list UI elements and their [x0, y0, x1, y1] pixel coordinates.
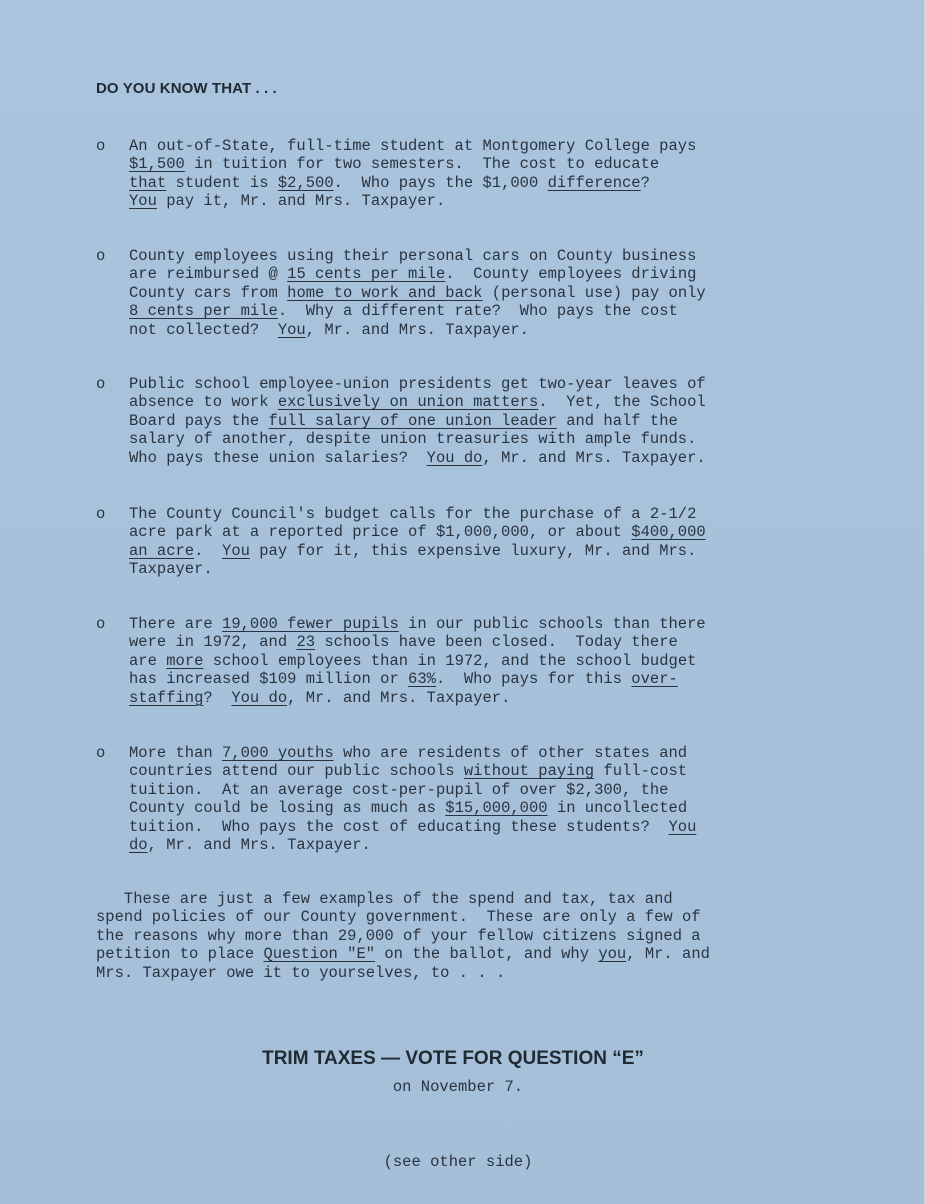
text-run: salary of another, despite union treasuries with ample funds. — [129, 430, 697, 449]
bullet-marker: o — [96, 505, 106, 523]
text-run: tuition. At an average cost-per-pupil of over $2,300, the — [129, 780, 669, 799]
text-line — [129, 744, 696, 762]
fact-text — [129, 615, 706, 707]
text-run: school employees than in 1972, and the school budget — [203, 651, 697, 670]
date-line: on November 7. — [392, 1078, 524, 1096]
text-line — [96, 945, 710, 963]
slogan: TRIM TAXES — VOTE FOR QUESTION “E” — [262, 1048, 644, 1069]
text-line — [129, 633, 706, 651]
text-run: tuition. Who pays the cost of educating these students? — [129, 817, 669, 836]
text-line — [129, 412, 706, 430]
text-line — [96, 964, 710, 982]
text-run: Mrs. Taxpayer owe it to yourselves, to . . . — [96, 963, 506, 982]
underlined-text: 15 cents per mile — [287, 265, 446, 284]
text-line — [129, 393, 706, 411]
underlined-text: difference — [547, 173, 641, 192]
text-run: County could be losing as much as — [129, 799, 446, 818]
underlined-text: $2,500 — [277, 173, 334, 192]
underlined-text: Question "E" — [263, 945, 376, 964]
text-run: has increased $109 million or — [129, 670, 409, 689]
underlined-text: an acre — [129, 541, 195, 560]
text-line — [96, 908, 710, 926]
underlined-text: do — [129, 836, 148, 855]
see-other-side: (see other side) — [383, 1153, 533, 1171]
text-run: . Who pays the $1,000 — [333, 173, 548, 192]
text-run: acre park at a reported price of $1,000,000, or about — [129, 523, 632, 542]
text-run: full-cost — [594, 762, 688, 781]
bullet-marker: o — [96, 247, 106, 265]
text-line — [129, 781, 696, 799]
text-run: countries attend our public schools — [129, 762, 464, 781]
text-run: An out-of-State, full-time student at Montgomery College pays — [129, 137, 697, 155]
text-line — [129, 375, 706, 393]
text-run: ? — [640, 173, 650, 192]
text-run: Public school employee-union presidents get two-year leaves of — [129, 375, 706, 393]
text-run: (personal use) pay only — [482, 283, 706, 302]
text-line — [129, 615, 706, 633]
text-line — [129, 523, 706, 541]
fact-text — [129, 744, 696, 854]
text-run: are — [129, 651, 167, 670]
underlined-text: You — [277, 320, 306, 339]
text-line — [129, 652, 706, 670]
underlined-text: staffing — [129, 688, 204, 707]
underlined-text: You do — [426, 448, 483, 467]
text-line — [129, 174, 696, 192]
text-run: The County Council's budget calls for the purchase of a 2-1/2 — [129, 505, 697, 523]
text-run: and half the — [556, 411, 678, 430]
underlined-text: 7,000 youths — [222, 744, 334, 762]
text-run: . Why a different rate? Who pays the cost — [277, 302, 678, 321]
text-run: the reasons why more than 29,000 of your fellow citizens signed a — [96, 926, 701, 945]
underlined-text: You do — [231, 688, 288, 707]
text-run: schools have been closed. Today there — [315, 633, 678, 652]
fact-text — [129, 375, 706, 467]
bullet-marker: o — [96, 137, 106, 155]
text-run: who are residents of other states and — [333, 744, 688, 762]
bullet-marker: o — [96, 375, 106, 393]
underlined-text: You — [129, 192, 157, 211]
text-line — [129, 505, 706, 523]
text-run: student is — [166, 173, 278, 192]
text-line — [129, 192, 696, 210]
heading: DO YOU KNOW THAT . . . — [96, 80, 277, 97]
underlined-text: $1,500 — [129, 155, 185, 174]
closing-paragraph — [96, 890, 710, 982]
text-line — [129, 155, 696, 173]
underlined-text: $15,000,000 — [445, 799, 548, 818]
text-line — [129, 321, 706, 339]
underlined-text: that — [129, 173, 167, 192]
text-run: County employees using their personal cars on County business — [129, 247, 697, 265]
text-run: County cars from — [129, 283, 288, 302]
underlined-text: over- — [631, 670, 678, 689]
fact-text — [129, 137, 696, 211]
text-line — [129, 542, 706, 560]
text-run: petition to place — [96, 945, 264, 964]
underlined-text: You — [668, 817, 697, 836]
text-run: Who pays these union salaries? — [129, 448, 427, 467]
underlined-text: 8 cents per mile — [129, 302, 278, 321]
text-run: , Mr. and Mrs. Taxpayer. — [305, 320, 529, 339]
text-line — [129, 670, 706, 688]
text-line — [129, 430, 706, 448]
text-line — [129, 265, 706, 283]
text-run: , Mr. and — [626, 945, 710, 964]
text-run: were in 1972, and — [129, 633, 297, 652]
underlined-text: home to work and back — [287, 283, 483, 302]
underlined-text: exclusively on union matters — [277, 393, 539, 412]
text-run: in uncollected — [547, 799, 688, 818]
bullet-marker: o — [96, 744, 106, 762]
bullet-marker: o — [96, 615, 106, 633]
text-run: on the ballot, and why — [375, 945, 599, 964]
text-run: , Mr. and Mrs. Taxpayer. — [147, 836, 371, 855]
text-run: These are just a few examples of the spend and tax, tax and — [96, 890, 673, 908]
text-run: in tuition for two semesters. The cost to educate — [184, 155, 660, 174]
underlined-text: 63% — [408, 670, 436, 689]
text-run: There are — [129, 615, 223, 633]
fact-text — [129, 247, 706, 339]
text-line — [129, 302, 706, 320]
text-run: . — [194, 541, 223, 560]
text-run: , Mr. and Mrs. Taxpayer. — [287, 688, 511, 707]
text-run: are reimbursed @ — [129, 265, 288, 284]
text-line — [129, 762, 696, 780]
underlined-text: 23 — [296, 633, 316, 652]
text-run: not collected? — [129, 320, 278, 339]
text-run: , Mr. and Mrs. Taxpayer. — [482, 448, 706, 467]
text-line — [96, 927, 710, 945]
text-run: Board pays the — [129, 411, 269, 430]
text-line — [129, 137, 696, 155]
text-line — [129, 689, 706, 707]
text-run: . County employees driving — [445, 265, 697, 284]
underlined-text: You — [222, 541, 250, 560]
text-run: ? — [203, 688, 232, 707]
text-run: Taxpayer. — [129, 560, 213, 579]
underlined-text: 19,000 fewer pupils — [222, 615, 399, 633]
underlined-text: more — [166, 651, 204, 670]
underlined-text: full salary of one union leader — [268, 411, 557, 430]
fact-text — [129, 505, 706, 579]
underlined-text: $400,000 — [631, 523, 706, 542]
text-run: absence to work — [129, 393, 278, 412]
text-run: pay for it, this expensive luxury, Mr. and Mrs. — [249, 541, 697, 560]
text-line — [129, 449, 706, 467]
text-line — [129, 818, 696, 836]
text-run: . Who pays for this — [435, 670, 632, 689]
text-run: pay it, Mr. and Mrs. Taxpayer. — [156, 192, 446, 211]
text-line — [129, 560, 706, 578]
text-line — [129, 284, 706, 302]
text-line — [129, 247, 706, 265]
text-run: More than — [129, 744, 223, 762]
text-line — [129, 836, 696, 854]
text-line — [96, 890, 710, 908]
text-run: spend policies of our County government. These are only a few of — [96, 908, 701, 927]
underlined-text: without paying — [463, 762, 595, 781]
text-line — [129, 799, 696, 817]
text-run: in our public schools than there — [398, 615, 706, 633]
underlined-text: you — [598, 945, 627, 964]
text-run: . Yet, the School — [538, 393, 706, 412]
